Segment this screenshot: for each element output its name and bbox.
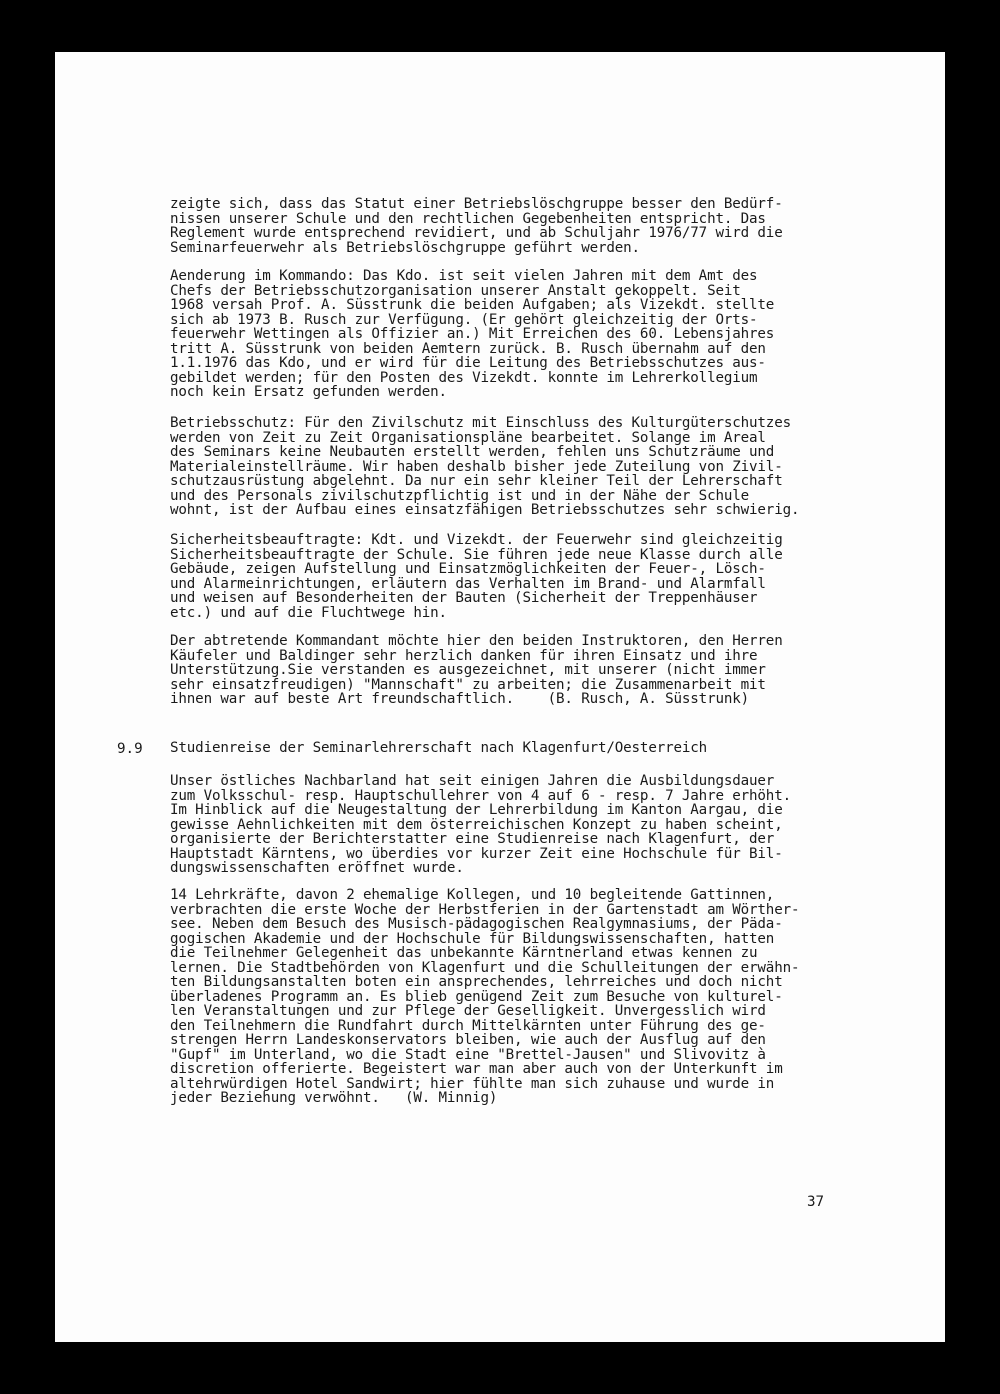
section-title: Studienreise der Seminarlehrerschaft nach Klagenfurt/Oesterreich (170, 740, 708, 756)
paragraph-kommando: Aenderung im Kommando: Das Kdo. ist seit vielen Jahren mit dem Amt des Chefs der Betriebsschutzorganisation unserer Anstalt gekoppelt. Seit 1968 versah Prof. A. Süsstrunk die beiden Aufgaben; als Vizekdt. stellte sich ab 1973 B. Rusch zur Verfügung. (Er gehört gleichzeitig der Orts- feuerwehr Wettingen als Offizier an.) Mit Erreichen des 60. Lebensjahres tritt A. Süsstrunk von beiden Aemtern zurück. B. Rusch übernahm auf den 1.1.1976 das Kdo, und er wird für die Leitung des Betriebsschutzes aus- gebildet werden; für den Posten des Vizekdt. konnte im Lehrerkollegium noch kein Ersatz gefunden werden. (170, 268, 775, 400)
paragraph-statut: zeigte sich, dass das Statut einer Betriebslöschgruppe besser den Bedürf- nissen unserer Schule und den rechtlichen Gegebenheiten entspricht. Das Reglement wurde entsprechend revidiert, und ab Schuljahr 1976/77 wird die Seminarfeuerwehr als Betriebslöschgruppe geführt werden. (170, 196, 783, 256)
section-number: 9.9 (117, 741, 143, 757)
paragraph-betriebsschutz: Betriebsschutz: Für den Zivilschutz mit Einschluss des Kulturgüterschutzes werden von Zeit zu Zeit Organisationspläne bearbeitet. Solange im Areal des Seminars keine Neubauten erstellt werden, fehlen uns Schutzräume und Materialeinstellräume. Wir haben deshalb bisher jede Zuteilung von Zivil- schutzausrüstung abgelehnt. Da nur ein sehr kleiner Teil der Lehrerschaft und des Personals zivilschutzpflichtig ist und in der Nähe der Schule wohnt, ist der Aufbau eines einsatzfähigen Betriebsschutzes sehr schwierig. (170, 415, 800, 518)
page-number: 37 (807, 1194, 825, 1210)
paragraph-dank: Der abtretende Kommandant möchte hier den beiden Instruktoren, den Herren Käufeler und Baldinger sehr herzlich danken für ihren Einsatz und ihre Unterstützung.Sie verstanden es ausgezeichnet, mit unserer (nicht immer sehr einsatzfreudigen) "Mannschaft" zu arbeiten; die Zusammenarbeit mit ihnen war auf beste Art freundschaftlich. (B. Rusch, A. Süsstrunk) (170, 633, 783, 707)
paragraph-sicherheitsbeauftragte: Sicherheitsbeauftragte: Kdt. und Vizekdt. der Feuerwehr sind gleichzeitig Sicherheitsbeauftragte der Schule. Sie führen jede neue Klasse durch alle Gebäude, zeigen Aufstellung und Einsatzmöglichkeiten der Feuer-, Lösch- und Alarmeinrichtungen, erläutern das Verhalten im Brand- und Alarmfall und weisen auf Besonderheiten der Bauten (Sicherheit der Treppenhäuser etc.) und auf die Fluchtwege hin. (170, 532, 783, 621)
document-page (55, 52, 945, 1342)
paragraph-studienreise-intro: Unser östliches Nachbarland hat seit einigen Jahren die Ausbildungsdauer zum Volksschul- resp. Hauptschullehrer von 4 auf 6 - resp. 7 Jahre erhöht. Im Hinblick auf die Neugestaltung der Lehrerbildung im Kanton Aargau, die gewisse Aehnlichkeiten mit dem österreichischen Konzept zu haben scheint, organisierte der Berichterstatter eine Studienreise nach Klagenfurt, der Hauptstadt Kärntens, wo überdies vor kurzer Zeit eine Hochschule für Bil- dungswissenschaften eröffnet wurde. (170, 773, 791, 876)
paragraph-studienreise-bericht: 14 Lehrkräfte, davon 2 ehemalige Kollegen, und 10 begleitende Gattinnen, verbrachten die erste Woche der Herbstferien in der Gartenstadt am Wörther- see. Neben dem Besuch des Musisch-pädagogischen Realgymnasiums, der Päda- gogischen Akademie und der Hochschule für Bildungswissenschaften, hatten die Teilnehmer Gelegenheit das unbekannte Kärntnerland etwas kennen zu lernen. Die Stadtbehörden von Klagenfurt und die Schulleitungen der erwähn- ten Bildungsanstalten boten ein ansprechendes, lehrreiches und doch nicht überladenes Programm an. Es blieb genügend Zeit zum Besuche von kulturel- len Veranstaltungen und zur Pflege der Geselligkeit. Unvergesslich wird den Teilnehmern die Rundfahrt durch Mittelkärnten unter Führung des ge- strengen Herrn Landeskonservators bleiben, wie auch der Ausflug auf den "Gupf" im Unterland, wo die Stadt eine "Brettel-Jausen" und Slivovitz à discretion offerierte. Begeistert war man aber auch von der Unterkunft im altehrwürdigen Hotel Sandwirt; hier fühlte man sich zuhause und wurde in jeder Beziehung verwöhnt. (W. Minnig) (170, 887, 800, 1106)
